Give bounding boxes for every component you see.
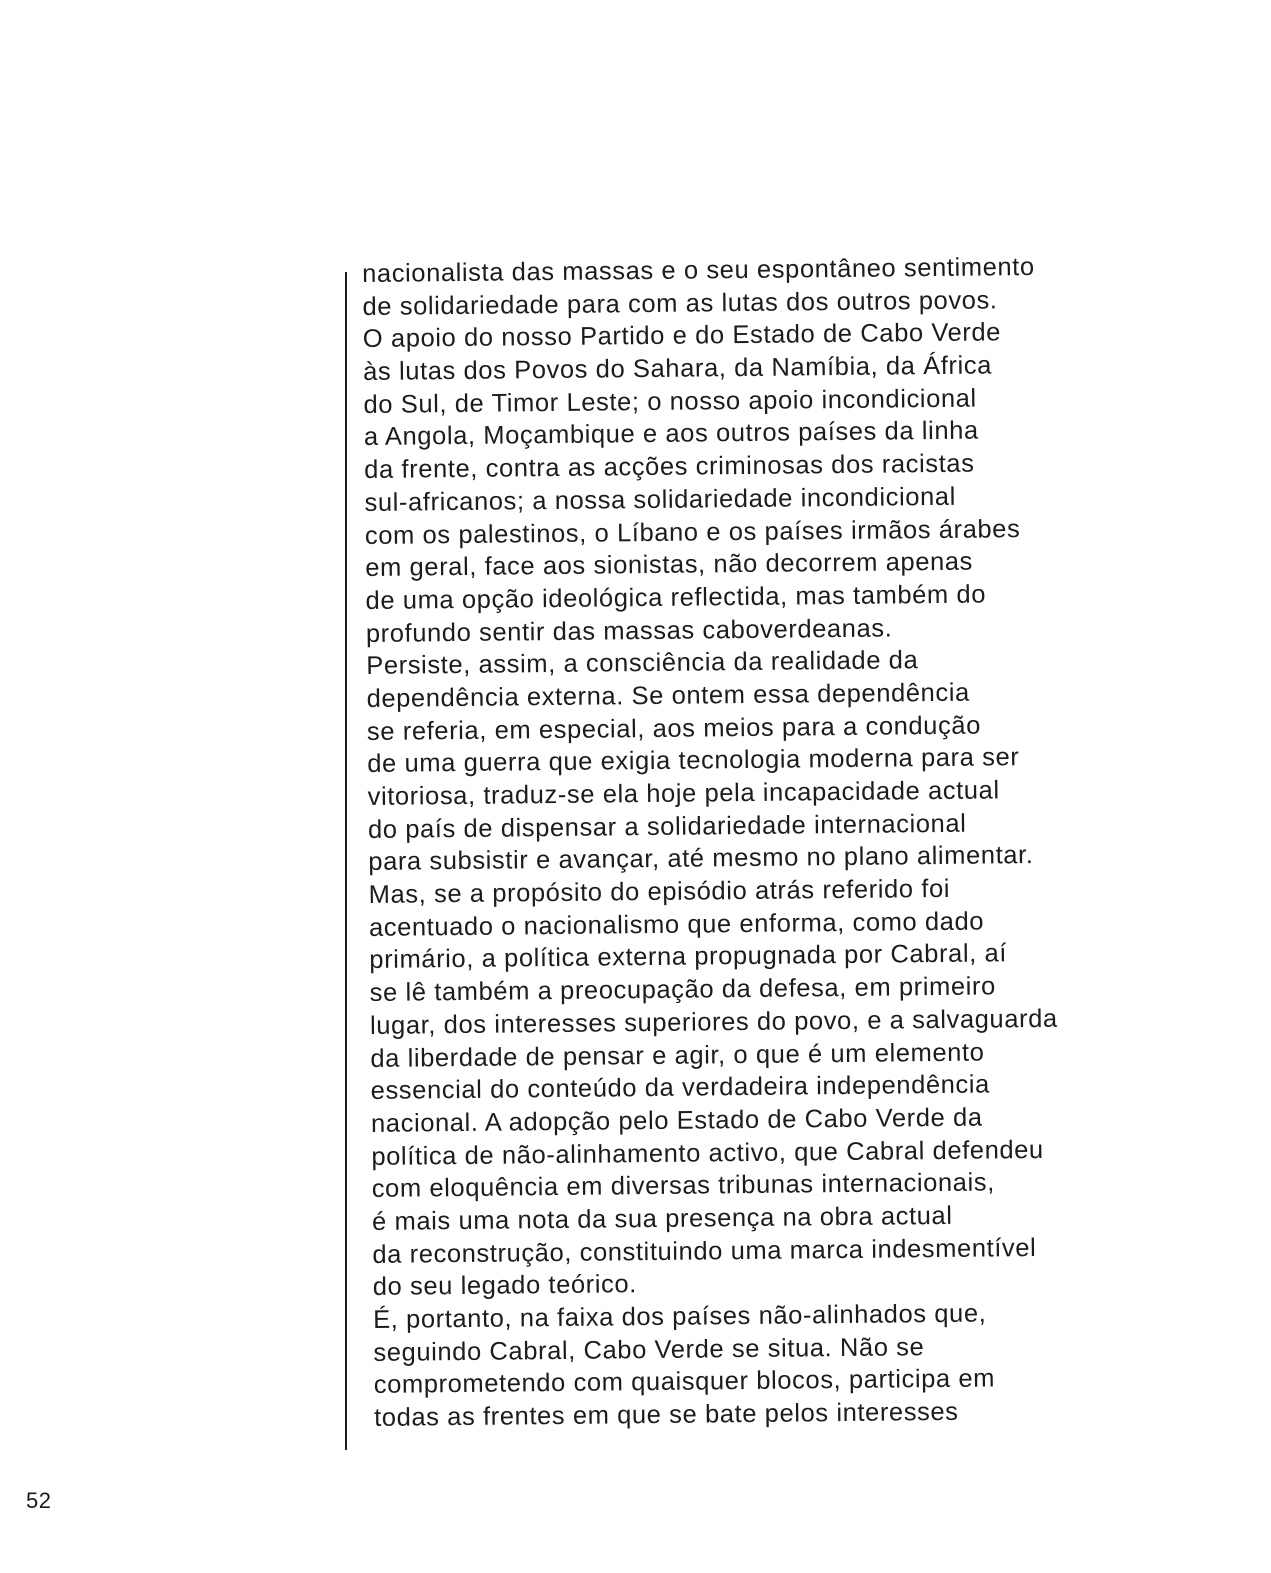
text-line: sul-africanos; a nossa solidariedade incondicional (364, 482, 957, 517)
text-line: da frente, contra as acções criminosas dos racistas (364, 449, 975, 485)
text-line: da reconstrução, constituindo uma marca indesmentível (372, 1233, 1037, 1269)
body-text (362, 249, 1254, 1435)
text-line: com eloquência em diversas tribunas internacionais, (371, 1168, 995, 1204)
text-line: nacionalista das massas e o seu espontâneo sentimento (362, 252, 1035, 288)
text-line: essencial do conteúdo da verdadeira independência (370, 1070, 991, 1106)
text-line: da liberdade de pensar e agir, o que é um elemento (370, 1038, 985, 1073)
text-line: de uma opção ideológica reflectida, mas também do (365, 580, 987, 615)
text-line: às lutas dos Povos do Sahara, da Namíbia, da África (363, 351, 993, 387)
text-line: Mas, se a propósito do episódio atrás referido foi (368, 874, 951, 910)
text-line: para subsistir e avançar, até mesmo no plano alimentar. (368, 841, 1034, 877)
text-line: seguindo Cabral, Cabo Verde se situa. Não se (373, 1332, 925, 1367)
text-line: nacional. A adopção pelo Estado de Cabo Verde da (370, 1103, 983, 1138)
text-line: dependência externa. Se ontem essa dependência (366, 678, 970, 713)
text-line: O apoio do nosso Partido e do Estado de Cabo Verde (362, 318, 1002, 354)
text-line: comprometendo com quaisquer blocos, participa em (373, 1364, 996, 1400)
text-line: de solidariedade para com as lutas dos outros povos. (362, 286, 998, 321)
page-number: 52 (26, 1488, 52, 1513)
text-line: É, portanto, na faixa dos países não-alinhados que, (372, 1299, 987, 1334)
text-line: em geral, face aos sionistas, não decorrem apenas (365, 547, 974, 583)
text-line: do Sul, de Timor Leste; o nosso apoio incondicional (363, 384, 977, 419)
text-line: com os palestinos, o Líbano e os países irmãos árabes (364, 514, 1021, 550)
margin-rule (345, 272, 347, 1450)
text-line: todas as frentes em que se bate pelos interesses (374, 1397, 959, 1432)
text-line: se lê também a preocupação da defesa, em primeiro (369, 972, 996, 1008)
text-line: do seu legado teórico. (372, 1270, 638, 1302)
text-line: profundo sentir das massas caboverdeanas. (365, 614, 893, 648)
text-line: do país de dispensar a solidariedade internacional (367, 809, 967, 844)
text-line: a Angola, Moçambique e aos outros países da linha (363, 416, 979, 452)
text-line: lugar, dos interesses superiores do povo, e a salvaguarda (369, 1004, 1058, 1040)
text-line: primário, a política externa propugnada por Cabral, aí (369, 939, 1008, 975)
text-line: acentuado o nacionalismo que enforma, como dado (368, 907, 985, 942)
text-line: vitoriosa, traduz-se ela hoje pela incapacidade actual (367, 776, 1000, 811)
text-line: Persiste, assim, a consciência da realidade da (366, 646, 919, 681)
text-line: política de não-alinhamento activo, que Cabral defendeu (371, 1135, 1044, 1171)
text-line: é mais uma nota da sua presença na obra actual (371, 1201, 953, 1236)
text-line: de uma guerra que exigia tecnologia moderna para ser (367, 743, 1020, 779)
text-line: se referia, em especial, aos meios para a condução (366, 711, 982, 746)
